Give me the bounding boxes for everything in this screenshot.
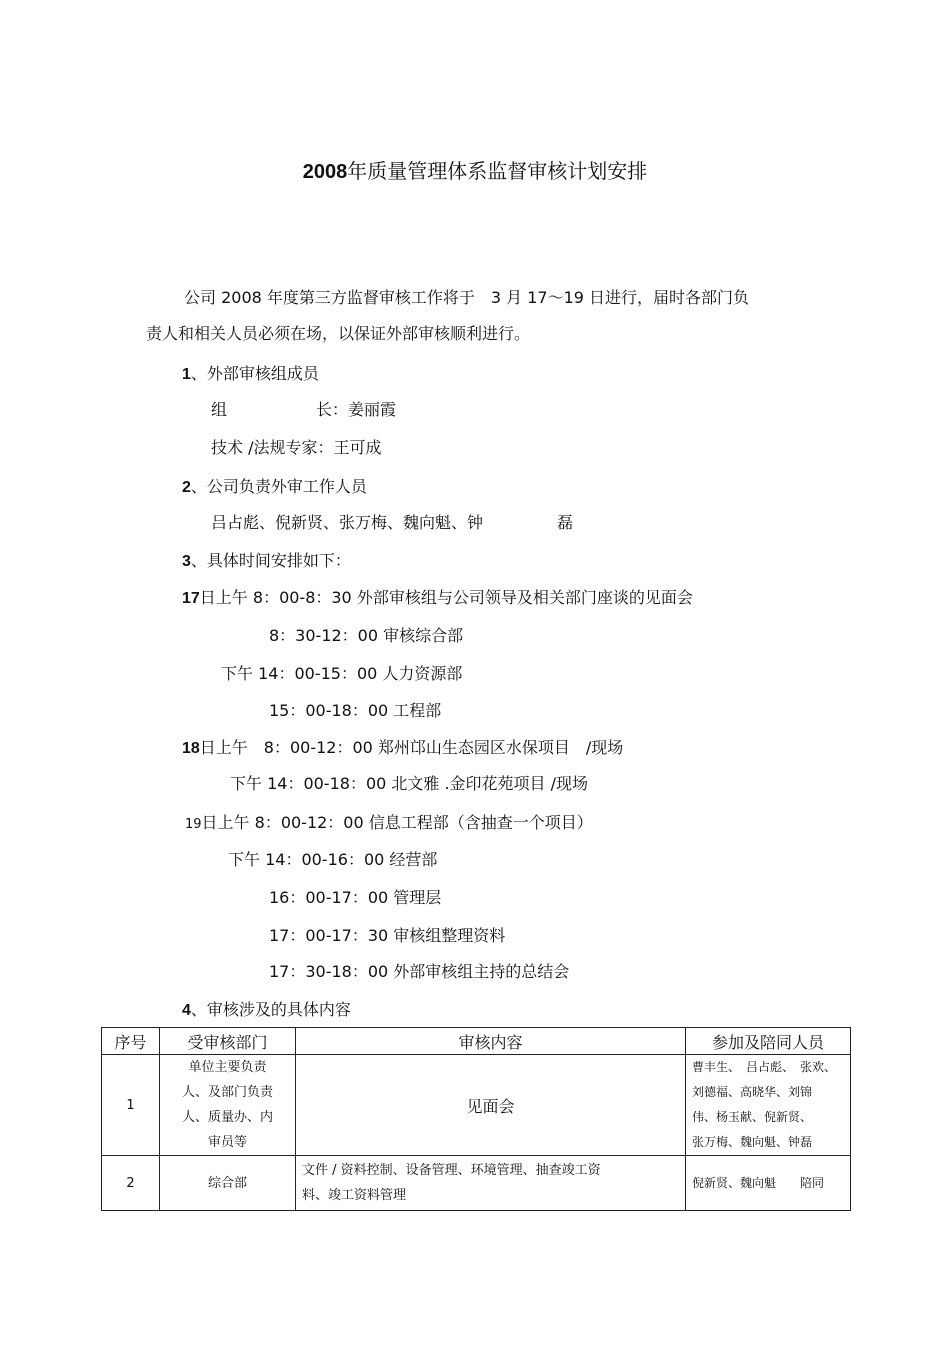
day19-line-1-text: 日上午 8：00-12：00 信息工程部（含抽查一个项目）: [201, 813, 593, 832]
audit-content-table: [101, 1027, 851, 1211]
section-2-number: 2: [182, 479, 191, 496]
row-1-dept-line: 单位主要负责: [188, 1060, 267, 1075]
leader-label-b: 长：姜丽霞: [316, 400, 397, 419]
intro-line-1: 公司 2008 年度第三方监督审核工作将于 3 月 17～19 日进行，届时各部门负: [184, 288, 750, 307]
row-2-no: 2: [102, 1156, 160, 1211]
staff-names-b: 磊: [557, 513, 574, 532]
day18-line-2: 下午 14：00-18：00 北文雅 .金印花苑项目 /现场: [230, 774, 589, 793]
day19-line-3: 16：00-17：00 管理层: [269, 888, 442, 907]
intro-line-2: 责人和相关人员必须在场，以保证外部审核顺利进行。: [146, 324, 531, 343]
section-1-title: 、外部审核组成员: [190, 364, 319, 383]
day19-line-1: [185, 813, 593, 835]
day19-line-5: 17：30-18：00 外部审核组主持的总结会: [269, 962, 570, 981]
row-1-people-line: 曹丰生、 吕占彪、 张欢、: [692, 1060, 837, 1074]
section-2-heading: [182, 477, 367, 498]
section-4-heading: [182, 1000, 351, 1021]
row-1-people-line: 张万梅、魏向魁、钟磊: [692, 1135, 813, 1149]
row-1-dept-line: 人、质量办、内: [181, 1110, 273, 1125]
row-1-dept: [160, 1055, 296, 1156]
day17-line-2: 8：30-12：00 审核综合部: [269, 626, 464, 645]
row-1-no: 1: [102, 1055, 160, 1156]
section-1-number: 1: [182, 366, 191, 383]
page-title: [0, 155, 950, 184]
day19-number: 19: [185, 817, 202, 832]
leader-label-a: 组: [211, 400, 228, 419]
row-1-people-line: 伟、杨玉献、倪新贤、: [692, 1110, 813, 1124]
row-1-dept-line: 审员等: [207, 1135, 247, 1150]
row-2-content-line: 文件 / 资料控制、设备管理、环境管理、抽查竣工资: [302, 1163, 601, 1178]
table-header-row: [102, 1028, 851, 1055]
expert-line: 技术 /法规专家：王可成: [211, 438, 382, 457]
row-2-content: [296, 1156, 686, 1211]
header-content: 审核内容: [296, 1028, 686, 1055]
header-dept: 受审核部门: [160, 1028, 296, 1055]
day17-line-1: [182, 588, 693, 609]
row-1-people: [686, 1055, 851, 1156]
section-3-title: 、具体时间安排如下：: [190, 551, 351, 570]
header-people: 参加及陪同人员: [686, 1028, 851, 1055]
day19-line-2: 下午 14：00-16：00 经营部: [228, 850, 438, 869]
day17-line-4: 15：00-18：00 工程部: [269, 701, 442, 720]
section-1-heading: [182, 364, 319, 385]
section-2-title: 、公司负责外审工作人员: [190, 477, 367, 496]
day18-line-1: [182, 738, 623, 759]
day18-line-1-text: 日上午 8：00-12：00 郑州邙山生态园区水保项目 /现场: [199, 738, 624, 757]
section-3-number: 3: [182, 553, 191, 570]
header-no: 序号: [102, 1028, 160, 1055]
row-2-people: 倪新贤、魏向魁 陪同: [686, 1156, 851, 1211]
row-2-content-line: 料、竣工资料管理: [302, 1188, 407, 1203]
title-text: 年质量管理体系监督审核计划安排: [347, 159, 648, 183]
section-4-title: 、审核涉及的具体内容: [190, 1000, 351, 1019]
title-year: 2008: [302, 161, 348, 183]
day17-number: 17: [182, 590, 200, 607]
table-row: [102, 1156, 851, 1211]
day17-line-3: 下午 14：00-15：00 人力资源部: [221, 664, 463, 683]
row-1-dept-line: 人、及部门负责: [181, 1085, 273, 1100]
table-row: [102, 1055, 851, 1156]
section-3-heading: [182, 551, 351, 572]
day17-line-1-text: 日上午 8：00-8：30 外部审核组与公司领导及相关部门座谈的见面会: [199, 588, 693, 607]
row-2-dept: 综合部: [160, 1156, 296, 1211]
row-1-content: 见面会: [296, 1055, 686, 1156]
section-4-number: 4: [182, 1002, 191, 1019]
day18-number: 18: [182, 740, 200, 757]
staff-names-a: 吕占彪、倪新贤、张万梅、魏向魁、钟: [211, 513, 484, 532]
day19-line-4: 17：00-17：30 审核组整理资料: [269, 926, 506, 945]
row-1-people-line: 刘德福、高晓华、刘锦: [692, 1085, 813, 1099]
